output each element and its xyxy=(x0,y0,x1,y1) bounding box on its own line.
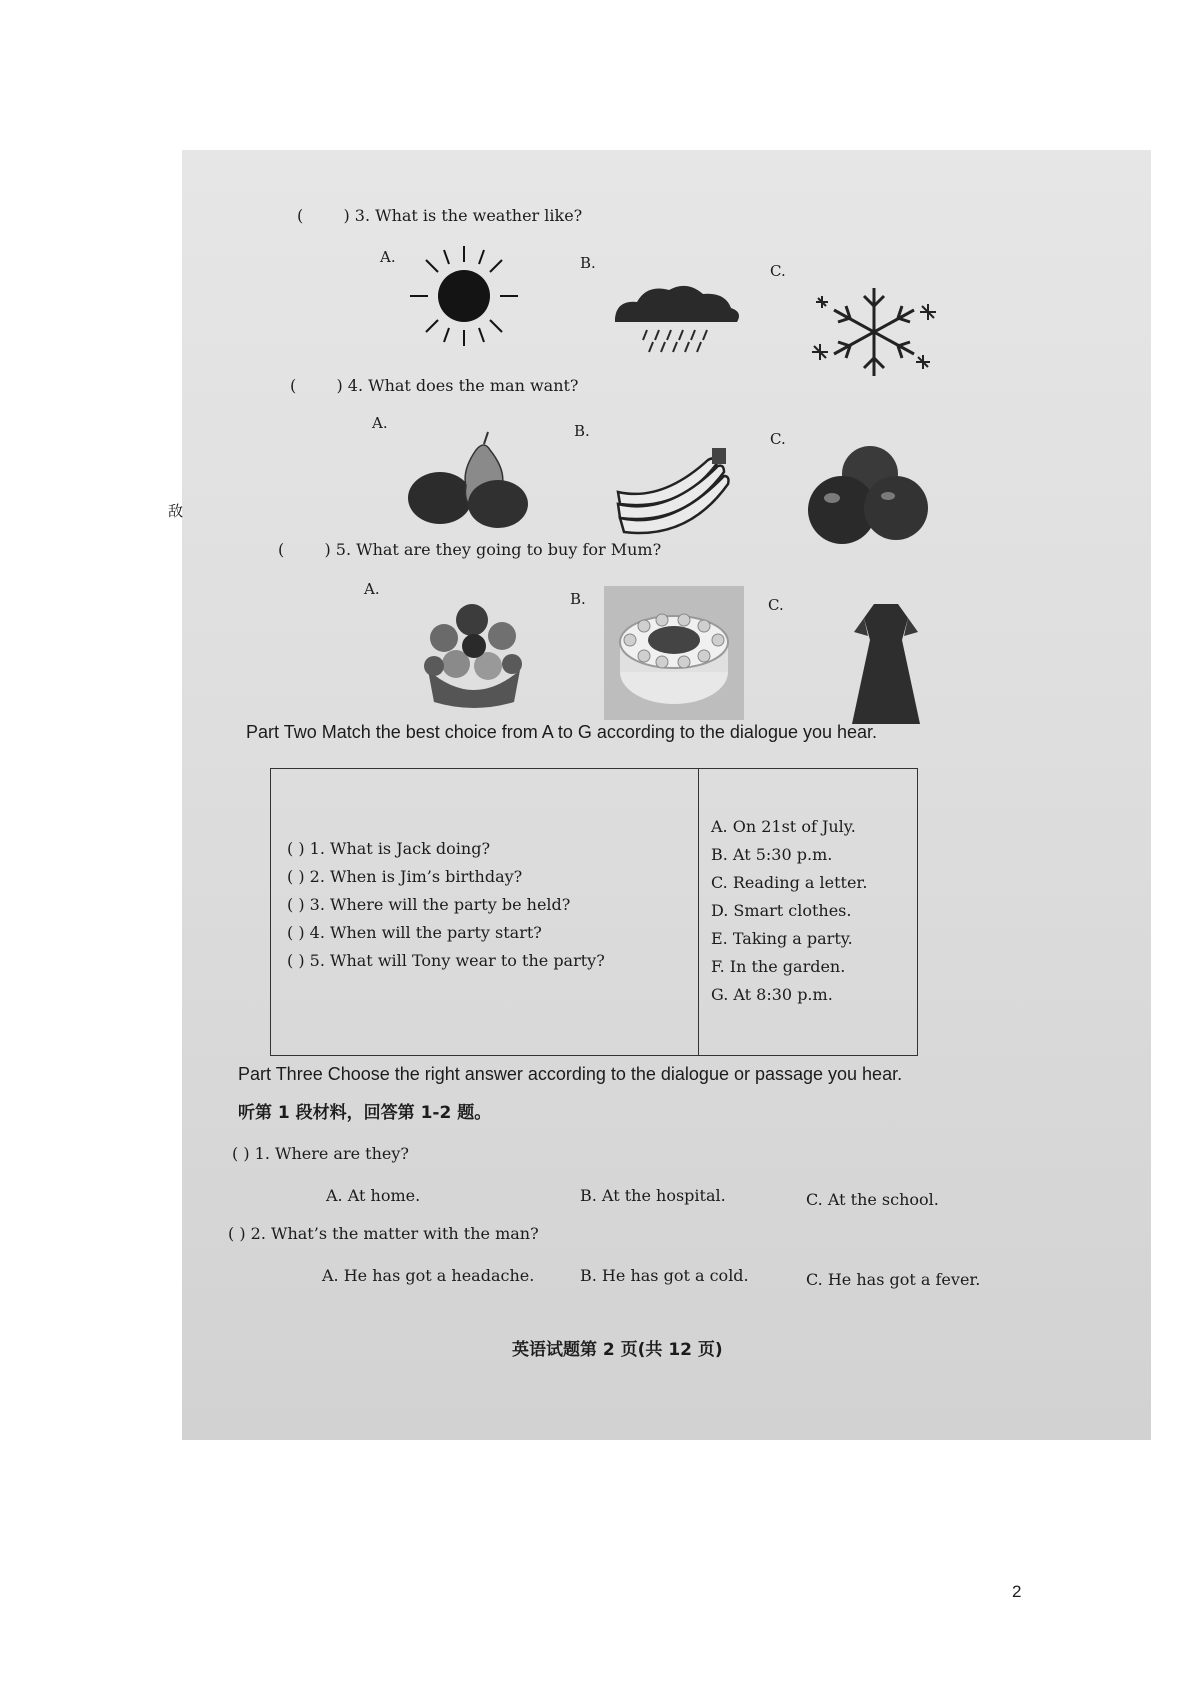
apples-image xyxy=(804,440,934,550)
q4-option-b-label: B. xyxy=(574,422,590,440)
q1-option-b: B. At the hospital. xyxy=(580,1186,726,1205)
answer-choice: E. Taking a party. xyxy=(711,929,853,948)
sun-icon xyxy=(404,242,524,352)
q3-option-c-label: C. xyxy=(770,262,786,280)
cake-image xyxy=(604,586,744,720)
page-footer: 英语试题第 2 页(共 12 页) xyxy=(512,1340,723,1360)
part-three-heading: Part Three Choose the right answer according to the dialogue or passage you hear. xyxy=(238,1064,903,1084)
margin-character: 敌 xyxy=(168,502,184,520)
q4-option-a-label: A. xyxy=(372,414,388,432)
q4-option-c-label: C. xyxy=(770,430,786,448)
part-three-instruction: 听第 1 段材料，回答第 1-2 题。 xyxy=(238,1103,492,1123)
q2-option-b: B. He has got a cold. xyxy=(580,1266,749,1285)
bananas-image xyxy=(612,440,752,540)
part-two-heading: Part Two Match the best choice from A to G according to the dialogue you hear. xyxy=(246,722,878,742)
q5-option-b-label: B. xyxy=(570,590,586,608)
q2-option-c: C. He has got a fever. xyxy=(806,1270,981,1289)
answer-choice: D. Smart clothes. xyxy=(711,901,852,920)
page-number: 2 xyxy=(1012,1582,1022,1601)
answer-choice: C. Reading a letter. xyxy=(711,873,868,892)
flower-basket-image xyxy=(414,580,534,710)
part-three-question-2: ( ) 2. What’s the matter with the man? xyxy=(228,1224,539,1243)
answer-choice: F. In the garden. xyxy=(711,957,846,976)
table-row: ( ) 2. When is Jim’s birthday? xyxy=(287,867,523,886)
pears-and-plums-image xyxy=(402,430,542,530)
table-divider xyxy=(698,769,699,1055)
table-row: ( ) 3. Where will the party be held? xyxy=(287,895,571,914)
exam-page-photo xyxy=(182,150,1151,1440)
q1-option-c: C. At the school. xyxy=(806,1190,939,1209)
question-5: ( ) 5. What are they going to buy for Mum? xyxy=(278,540,662,559)
table-row: ( ) 1. What is Jack doing? xyxy=(287,839,491,858)
answer-choice: G. At 8:30 p.m. xyxy=(711,985,833,1004)
dress-image xyxy=(846,600,926,730)
q1-option-a: A. At home. xyxy=(326,1186,421,1205)
table-row: ( ) 4. When will the party start? xyxy=(287,923,542,942)
answer-choice: A. On 21st of July. xyxy=(711,817,856,836)
table-row: ( ) 5. What will Tony wear to the party? xyxy=(287,951,605,970)
question-3: ( ) 3. What is the weather like? xyxy=(297,206,583,225)
rain-cloud-icon xyxy=(607,278,747,358)
part-three-question-1: ( ) 1. Where are they? xyxy=(232,1144,409,1163)
q3-option-a-label: A. xyxy=(380,248,396,266)
q3-option-b-label: B. xyxy=(580,254,596,272)
q5-option-c-label: C. xyxy=(768,596,784,614)
matching-table xyxy=(270,768,918,1056)
snowflake-icon xyxy=(804,282,944,382)
answer-choice: B. At 5:30 p.m. xyxy=(711,845,833,864)
q2-option-a: A. He has got a headache. xyxy=(322,1266,535,1285)
q5-option-a-label: A. xyxy=(364,580,380,598)
question-4: ( ) 4. What does the man want? xyxy=(290,376,579,395)
